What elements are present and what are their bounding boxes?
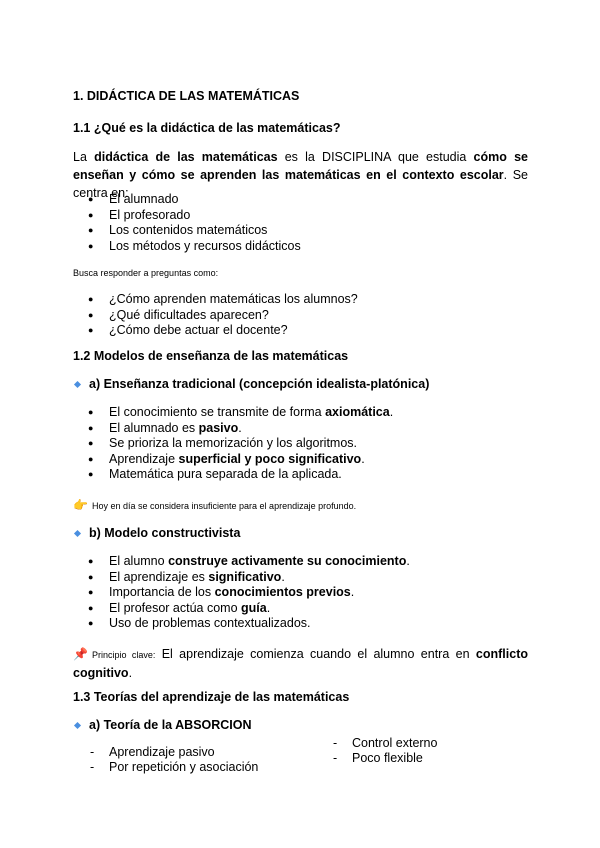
list-item: - Poco flexible (333, 751, 437, 766)
list-item: ● Los métodos y recursos didácticos (88, 239, 301, 255)
list-item: ● El conocimiento se transmite de forma axiomática. (88, 405, 393, 421)
list-item: ● El profesorado (88, 208, 301, 224)
diamond-bullet-icon (74, 722, 81, 729)
list-item: ● Los contenidos matemáticos (88, 223, 301, 239)
pointing-hand-icon: 👉 (73, 498, 88, 512)
list-item: ● ¿Qué dificultades aparecen? (88, 308, 358, 324)
definition-paragraph: La didáctica de las matemáticas es la DISCIPLINA que estudia cómo se enseñan y cómo se aprenden las matemáticas en el contexto escolar. Se centra en: (73, 150, 528, 200)
absorption-list-right (333, 736, 437, 766)
main-heading: 1. DIDÁCTICA DE LAS MATEMÁTICAS (73, 89, 300, 103)
list-item: ● El alumnado (88, 192, 301, 208)
list-item: - Por repetición y asociación (90, 760, 258, 775)
traditional-list (88, 405, 393, 483)
questions-list (88, 292, 358, 339)
constructivist-list (88, 554, 410, 632)
section-1-1-title: 1.1 ¿Qué es la didáctica de las matemáticas? (73, 121, 341, 135)
absorption-title: a) Teoría de la ABSORCION (73, 718, 528, 732)
subsection-b-title: b) Modelo constructivista (73, 526, 528, 540)
questions-intro: Busca responder a preguntas como: (73, 268, 219, 278)
list-item: ● Se prioriza la memorización y los algoritmos. (88, 436, 393, 452)
list-item: - Aprendizaje pasivo (90, 745, 258, 760)
list-item: ● Importancia de los conocimientos previos. (88, 585, 410, 601)
list-item: ● ¿Cómo aprenden matemáticas los alumnos? (88, 292, 358, 308)
diamond-bullet-icon (74, 530, 81, 537)
list-item: - Control externo (333, 736, 437, 751)
list-item: ● Matemática pura separada de la aplicada. (88, 467, 393, 483)
focus-list (88, 192, 301, 254)
list-item: ● Aprendizaje superficial y poco significativo. (88, 452, 393, 468)
absorption-list-left (90, 745, 258, 775)
list-item: ● ¿Cómo debe actuar el docente? (88, 323, 358, 339)
key-principle-paragraph: 📌 Principio clave: El aprendizaje comienza cuando el alumno entra en conflicto cognitivo. (73, 647, 528, 680)
section-1-3-title: 1.3 Teorías del aprendizaje de las matemáticas (73, 690, 350, 704)
diamond-bullet-icon (74, 381, 81, 388)
pushpin-icon: 📌 (73, 647, 88, 661)
subsection-a-title: a) Enseñanza tradicional (concepción idealista-platónica) (73, 377, 528, 391)
note-line: 👉 Hoy en día se considera insuficiente para el aprendizaje profundo. (73, 498, 357, 512)
list-item: ● El alumno construye activamente su conocimiento. (88, 554, 410, 570)
list-item: ● El profesor actúa como guía. (88, 601, 410, 617)
section-1-2-title: 1.2 Modelos de enseñanza de las matemáticas (73, 349, 349, 363)
list-item: ● Uso de problemas contextualizados. (88, 616, 410, 632)
list-item: ● El alumnado es pasivo. (88, 421, 393, 437)
list-item: ● El aprendizaje es significativo. (88, 570, 410, 586)
